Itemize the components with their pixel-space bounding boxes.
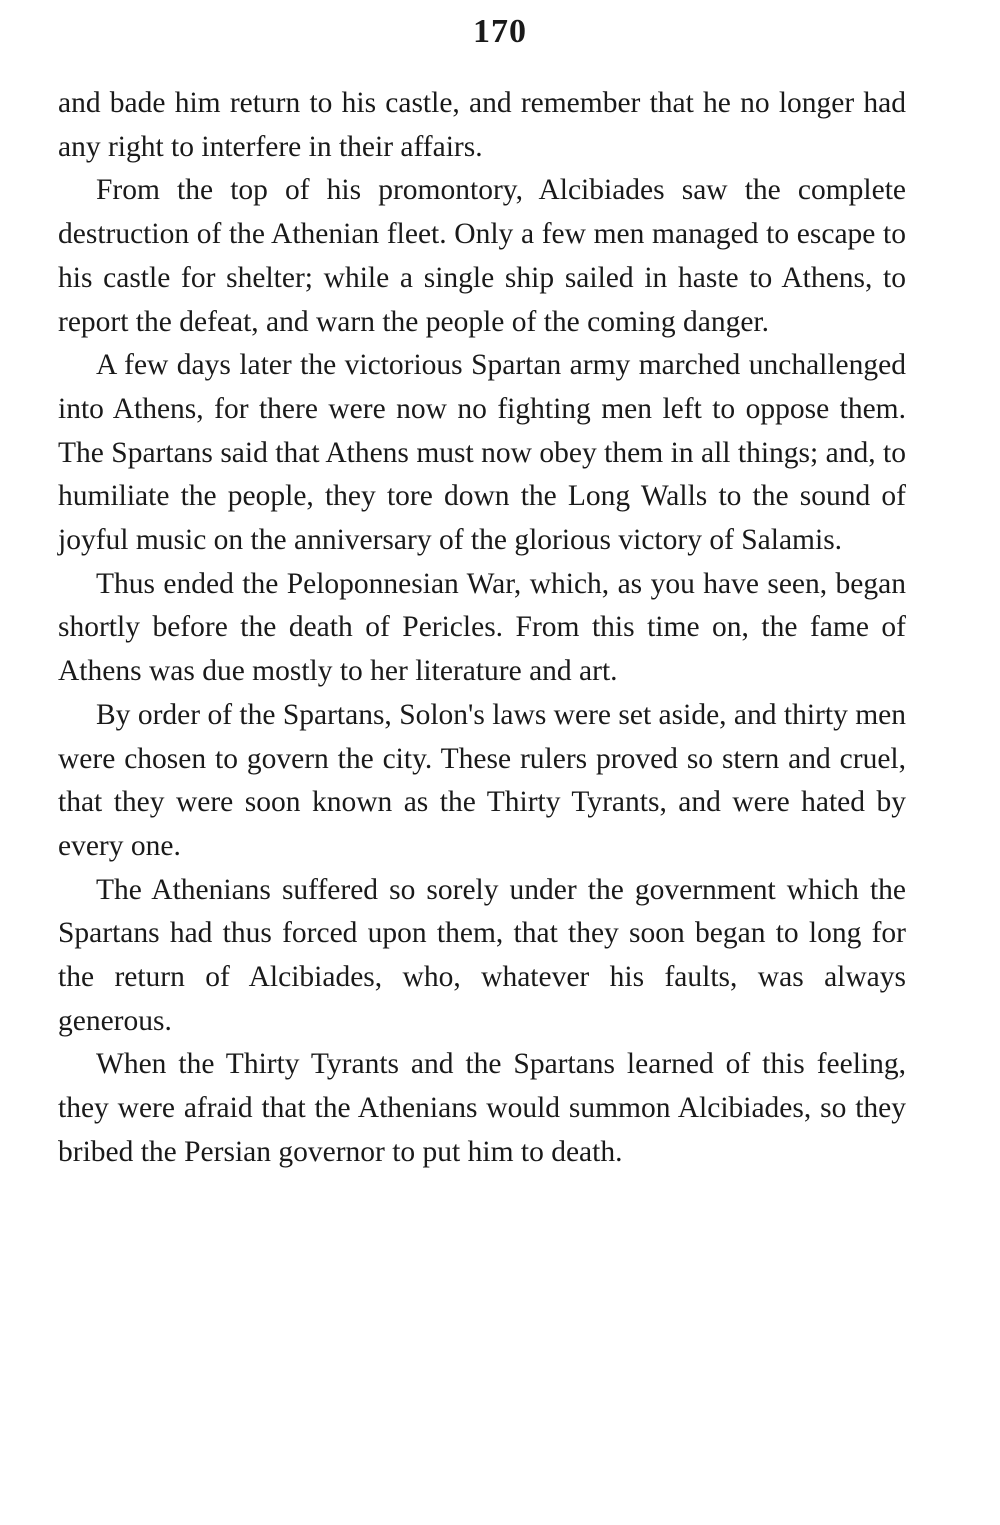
paragraph-continuation: and bade him return to his castle, and remember that he no longer had any right to interfere in their affairs. bbox=[58, 87, 906, 163]
paragraph-war-ended: Thus ended the Peloponnesian War, which, as you have seen, began shortly before the death of Pericles. From this time on, the fame of Athens was due mostly to her literature and art. bbox=[58, 567, 906, 688]
paragraph-fleet-destruction: From the top of his promontory, Alcibiades saw the complete destruction of the Athenian fleet. Only a few men managed to escape to his castle for shelter; while a single ship sailed in haste to Athens, to report the defeat, and warn the people of the coming danger. bbox=[58, 174, 906, 338]
paragraph-athenians-suffered: The Athenians suffered so sorely under the government which the Spartans had thus forced upon them, that they soon began to long for the return of Alcibiades, who, whatever his faults, was always generous. bbox=[58, 873, 906, 1037]
paragraph-alcibiades-death: When the Thirty Tyrants and the Spartans learned of this feeling, they were afraid that the Athenians would summon Alcibiades, so they bribed the Persian governor to put him to death. bbox=[58, 1048, 906, 1168]
paragraph-spartan-army: A few days later the victorious Spartan army marched unchallenged into Athens, for there were now no fighting men left to oppose them. The Spartans said that Athens must now obey them in all things; and, to humiliate the people, they tore down the Long Walls to the sound of joyful music on the anniversary of the glorious victory of Salamis. bbox=[58, 349, 906, 557]
page-number: 170 bbox=[473, 13, 527, 50]
body-text bbox=[58, 82, 906, 1175]
paragraph-thirty-tyrants: By order of the Spartans, Solon's laws were set aside, and thirty men were chosen to govern the city. These rulers proved so stern and cruel, that they were soon known as the Thirty Tyrants, and were hated by every one. bbox=[58, 698, 906, 862]
